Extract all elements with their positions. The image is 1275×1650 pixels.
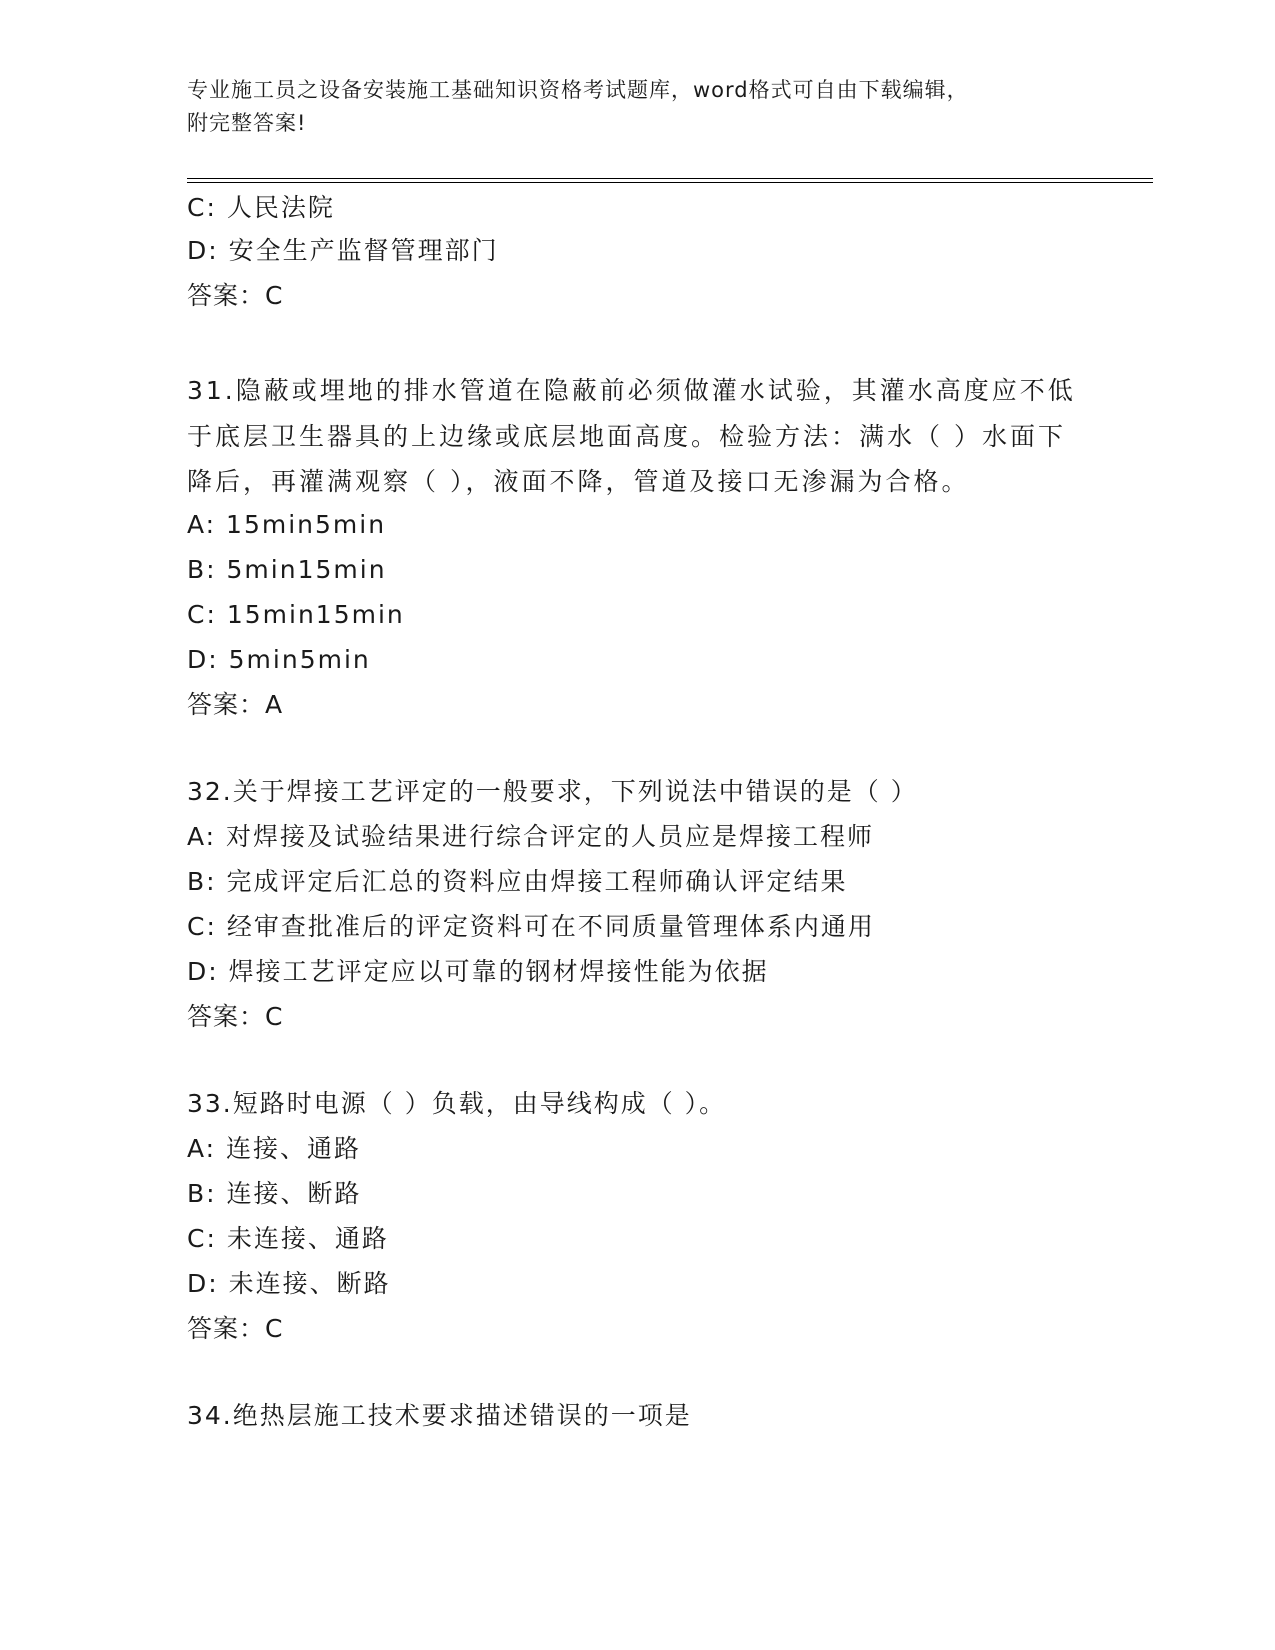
option-letter: C: — [187, 912, 217, 941]
header-line-2: 附完整答案! — [187, 111, 307, 135]
answer-line: 答案：C — [187, 1314, 284, 1343]
option-item — [187, 236, 499, 266]
option-letter: B: — [187, 555, 217, 584]
option-item — [187, 912, 875, 942]
option-letter: C: — [187, 600, 217, 629]
option-text: 人民法院 — [226, 193, 335, 222]
option-letter: C: — [187, 193, 217, 222]
option-item — [187, 1179, 362, 1209]
option-item — [187, 555, 387, 585]
option-letter: D: — [187, 957, 219, 986]
answer-line: 答案：C — [187, 1002, 284, 1031]
option-letter: A: — [187, 1134, 217, 1163]
option-item — [187, 1269, 391, 1299]
option-letter: B: — [187, 1179, 217, 1208]
option-letter: D: — [187, 645, 219, 674]
option-text: 未连接、通路 — [226, 1224, 389, 1253]
option-item — [187, 645, 371, 675]
option-item — [187, 510, 386, 540]
option-letter: A: — [187, 822, 217, 851]
question-text: 32.关于焊接工艺评定的一般要求，下列说法中错误的是（ ） — [187, 777, 918, 806]
option-text: 15min5min — [226, 510, 387, 539]
question-text: 34.绝热层施工技术要求描述错误的一项是 — [187, 1401, 692, 1430]
option-text: 连接、通路 — [226, 1134, 362, 1163]
option-letter: A: — [187, 510, 217, 539]
option-text: 经审查批准后的评定资料可在不同质量管理体系内通用 — [226, 912, 875, 941]
option-text: 对焊接及试验结果进行综合评定的人员应是焊接工程师 — [226, 822, 875, 851]
option-item — [187, 867, 848, 897]
option-letter: D: — [187, 1269, 219, 1298]
option-item — [187, 822, 874, 852]
option-text: 连接、断路 — [226, 1179, 362, 1208]
option-text: 5min15min — [226, 555, 387, 584]
answer-line: 答案：A — [187, 690, 284, 719]
option-text: 完成评定后汇总的资料应由焊接工程师确认评定结果 — [226, 867, 848, 896]
document-header — [187, 74, 1087, 140]
question-text: 31.隐蔽或埋地的排水管道在隐蔽前必须做灌水试验，其灌水高度应不低于底层卫生器具的上边缘或底层地面高度。检验方法：满水（ ）水面下降后，再灌满观察（ ），液面不降，管道及接口无渗漏为合格。 — [187, 376, 1076, 496]
option-letter: D: — [187, 236, 219, 265]
question-text: 33.短路时电源（ ）负载，由导线构成（ ）。 — [187, 1089, 727, 1118]
answer-line: 答案：C — [187, 281, 284, 310]
option-text: 焊接工艺评定应以可靠的钢材焊接性能为依据 — [228, 957, 769, 986]
option-item — [187, 1224, 389, 1254]
option-letter: C: — [187, 1224, 217, 1253]
option-item — [187, 957, 769, 987]
option-text: 未连接、断路 — [228, 1269, 391, 1298]
option-text: 安全生产监督管理部门 — [228, 236, 499, 265]
option-text: 15min15min — [226, 600, 405, 629]
option-item — [187, 1134, 361, 1164]
option-item — [187, 600, 405, 630]
option-letter: B: — [187, 867, 217, 896]
option-text: 5min5min — [228, 645, 371, 674]
header-rule-top — [187, 178, 1153, 179]
header-rule-bottom — [187, 182, 1153, 183]
option-item — [187, 193, 335, 223]
header-line-1: 专业施工员之设备安装施工基础知识资格考试题库，word格式可自由下载编辑， — [187, 78, 969, 102]
